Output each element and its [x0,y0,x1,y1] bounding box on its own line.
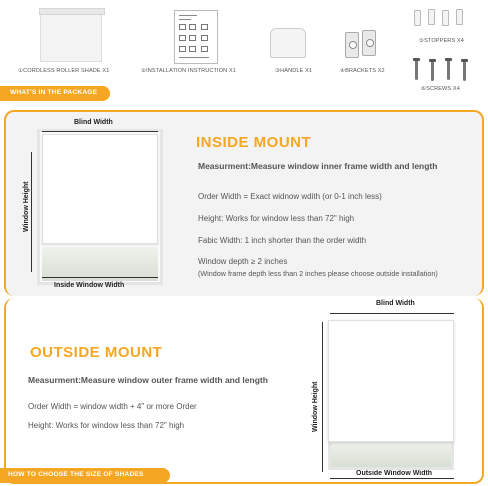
handle-image [270,28,306,58]
inside-window-height-label: Window Height [23,181,30,232]
stopper-image [456,9,463,25]
outside-spec-order-width: Order Width = window width + 4" or more Order [28,402,197,411]
outside-blind-width-label: Blind Width [376,300,415,307]
inside-measurement-text: Measurment:Measure window inner frame width and length [198,161,438,171]
window-glass [42,247,158,281]
inside-window-width-label: Inside Window Width [54,282,125,289]
screw-image [431,61,434,81]
window-frame [328,438,454,470]
inside-depth-note: (Window frame depth less than 2 inches please choose outside installation) [198,269,438,278]
screw-image [447,60,450,80]
blind-width-line [42,131,158,132]
stopper-image [414,10,421,26]
instruction-manual-image [174,10,218,64]
outside-window-height-line [322,322,323,472]
package-banner-label: WHAT'S IN THE PACKAGE [10,89,98,96]
package-caption-shade: ①CORDLESS ROLLER SHADE X1 [18,68,110,74]
inside-mount-panel [4,110,484,296]
inside-spec-depth: Window depth ≥ 2 inches [198,257,288,266]
package-banner [0,86,110,101]
inside-spec-order-width: Order Width = Exact widnow wdith (or 0-1 inch less) [198,192,382,201]
package-contents [0,0,488,105]
bracket-image [345,32,359,58]
outside-mount-illustration [328,320,454,470]
outside-mount-title: OUTSIDE MOUNT [30,344,163,361]
inside-mount-title: INSIDE MOUNT [196,134,312,151]
outside-window-width-line [330,478,454,479]
outside-blind-width-line [330,313,454,314]
package-caption-brackets: ④BRACKETS X2 [340,68,385,74]
window-width-line [42,277,158,278]
blind-fabric [328,320,454,442]
package-caption-stoppers: ⑤STOPPERS X4 [419,38,464,44]
roller-shade-image [40,10,102,62]
size-guide-banner-label: HOW TO CHOOSE THE SIZE OF SHADES [8,471,144,478]
inside-mount-illustration [37,129,163,285]
outside-window-width-label: Outside Window Width [356,470,433,477]
stopper-image [442,10,449,26]
window-height-line [31,152,32,272]
outside-window-height-label: Window Height [312,381,319,432]
bracket-image [362,30,376,56]
inside-spec-fabric-width: Fabic Width: 1 inch shorter than the order width [198,236,367,245]
stopper-image [428,9,435,25]
blind-fabric [42,134,158,244]
inside-blind-width-label: Blind Width [74,119,113,126]
package-caption-handle: ③HANDLE X1 [275,68,313,74]
package-caption-screws: ⑥SCREWS X4 [421,86,460,92]
screw-image [463,61,466,81]
package-caption-instruction: ②INSTALLATION INSTRUCTION X1 [141,68,236,74]
inside-spec-height: Height: Works for window less than 72" high [198,214,355,223]
outside-spec-height: Height: Works for window less than 72" high [28,421,185,430]
screw-image [415,60,418,80]
size-guide-banner [0,468,170,483]
outside-measurement-text: Measurment:Measure window outer frame width and length [28,375,268,385]
